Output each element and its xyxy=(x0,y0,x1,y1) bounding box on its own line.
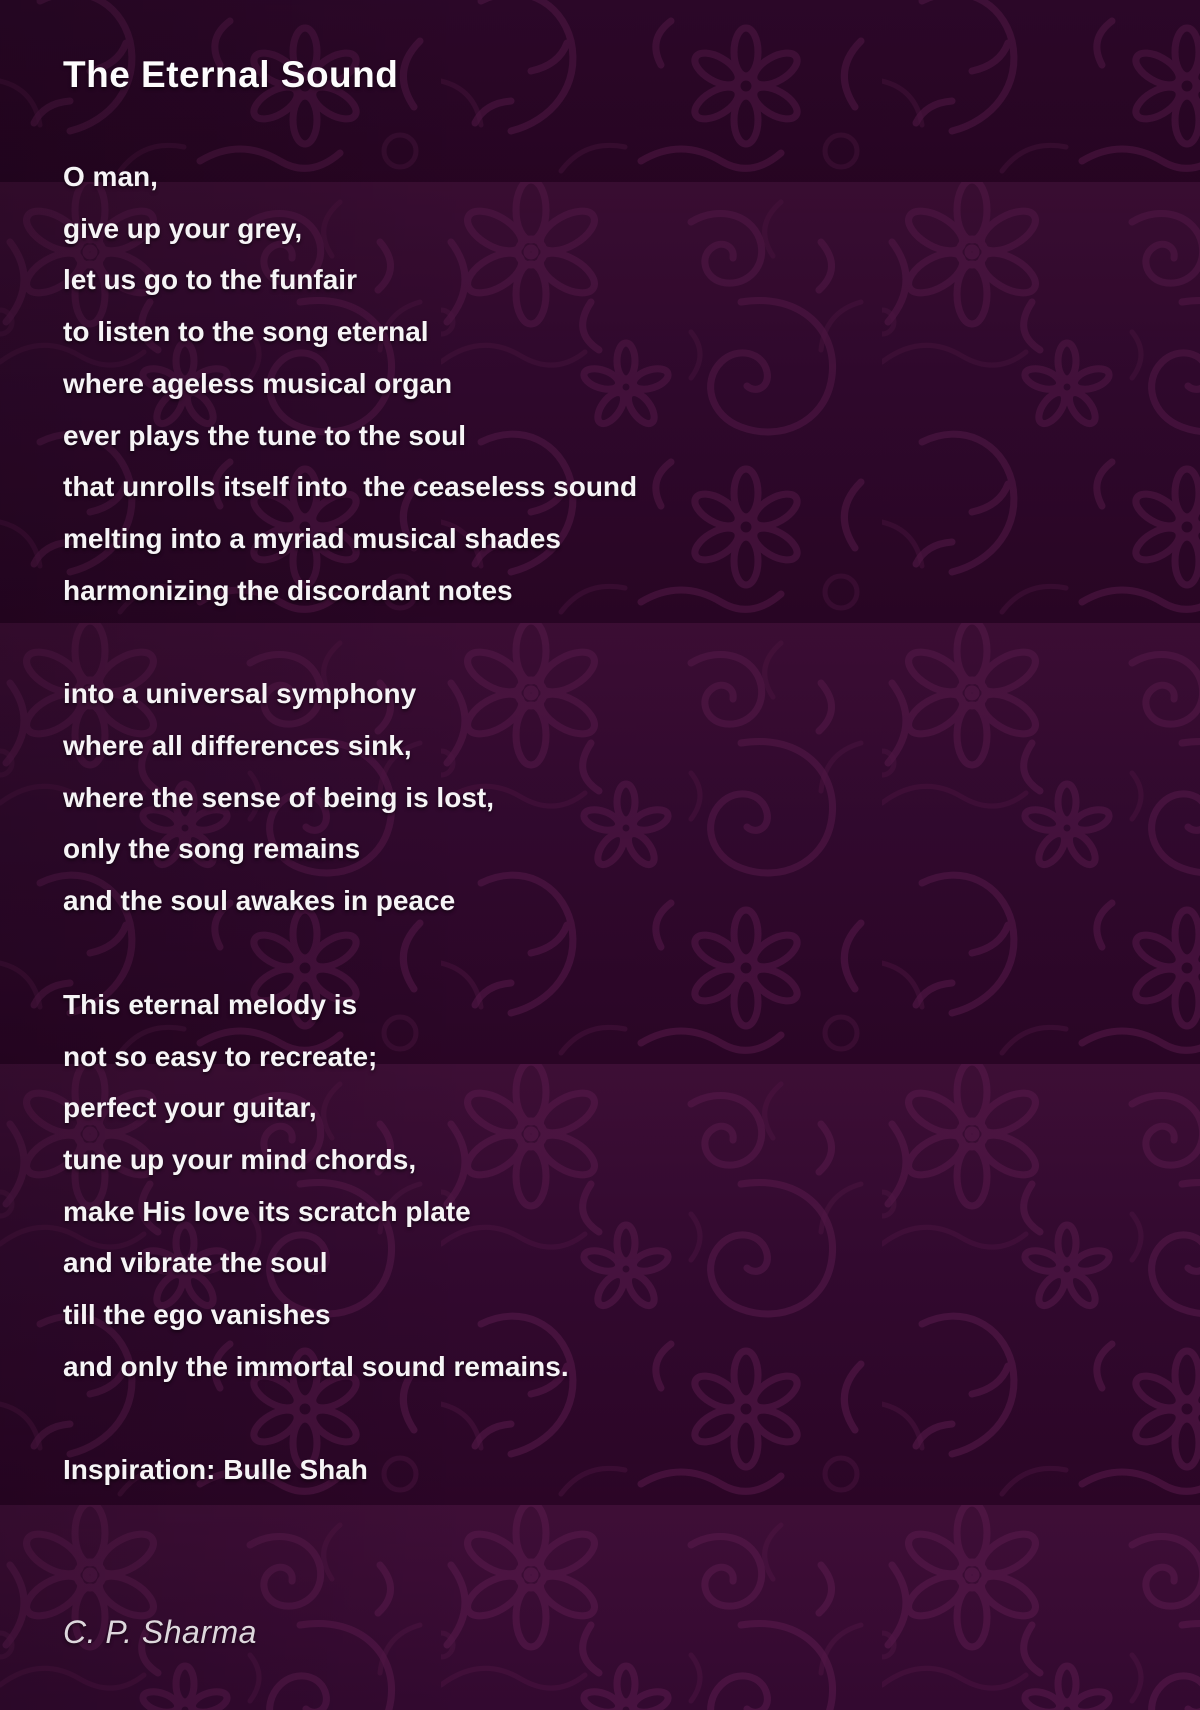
poem-line: and the soul awakes in peace xyxy=(63,885,456,917)
poem-content xyxy=(63,0,1160,1651)
poem-line: O man, xyxy=(63,161,158,192)
poem-line: into a universal symphony xyxy=(63,678,417,710)
poem-line: ever plays the tune to the soul xyxy=(63,419,466,451)
poem-line: where all differences sink, xyxy=(63,730,412,762)
poem-line: and vibrate the soul xyxy=(63,1247,328,1279)
poem-author-signature: C. P. Sharma xyxy=(63,1614,257,1651)
poem-line: till the ego vanishes xyxy=(63,1299,331,1331)
poem-line: that unrolls itself into the ceaseless sound xyxy=(63,471,638,503)
poem-line: where the sense of being is lost, xyxy=(63,781,494,813)
poem-line: melting into a myriad musical shades xyxy=(63,522,561,554)
poem-line: not so easy to recreate; xyxy=(63,1040,378,1072)
poem-stanza-3 xyxy=(63,979,1160,1393)
poem-line: let us go to the funfair xyxy=(63,264,357,296)
poem-line: give up your grey, xyxy=(63,212,303,244)
poem-line: perfect your guitar, xyxy=(63,1092,317,1124)
poem-line: only the song remains xyxy=(63,833,361,865)
poem-title: The Eternal Sound xyxy=(63,54,399,95)
poem-line: This eternal melody is xyxy=(63,988,358,1020)
poem-stanza-1 xyxy=(63,151,1160,616)
poem-stanza-2 xyxy=(63,668,1160,927)
poem-line: harmonizing the discordant notes xyxy=(63,574,513,606)
poem-inspiration-line: Inspiration: Bulle Shah xyxy=(63,1454,368,1486)
poem-line: make His love its scratch plate xyxy=(63,1195,471,1227)
poem-line: tune up your mind chords, xyxy=(63,1143,417,1175)
poem-line: and only the immortal sound remains. xyxy=(63,1350,569,1382)
poem-line: where ageless musical organ xyxy=(63,367,453,399)
poem-line: to listen to the song eternal xyxy=(63,316,429,348)
